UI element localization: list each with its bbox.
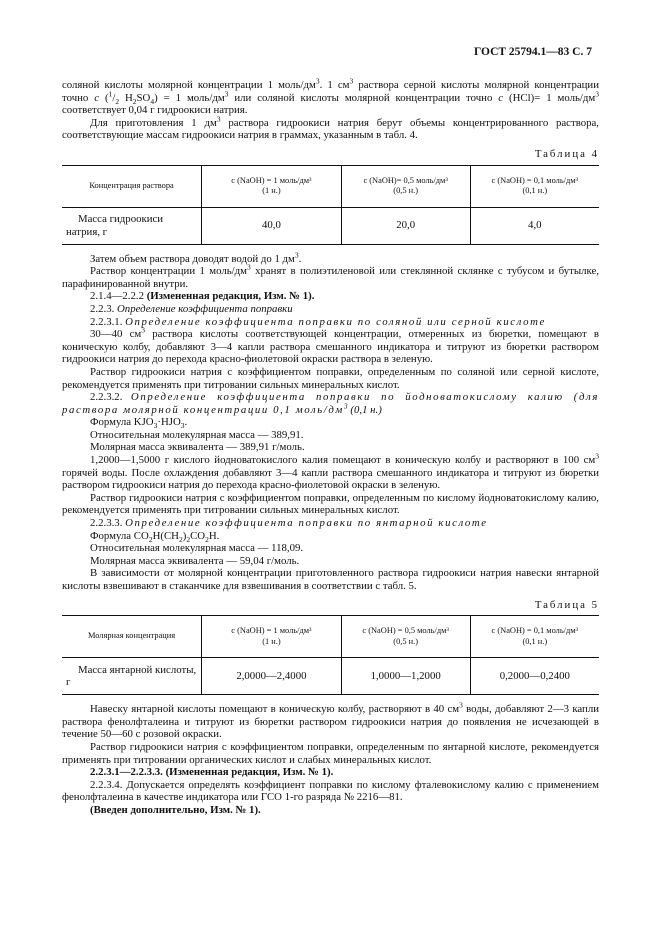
text: 2.2.3.1. [90, 315, 126, 328]
table-header-cell: Концентрация раствора [62, 165, 202, 207]
text: 2.2.3.2. [90, 391, 131, 404]
text: Навеску янтарной кислоты помещают в коническую колбу, растворяют в 40 см [90, 703, 460, 716]
table-header-cell: c (NaOH)= 0,5 моль/дм³ (0,5 н.) [341, 165, 470, 207]
superscript: 3 [141, 325, 145, 335]
revision-note: (Измененная редакция, Изм. № 1). [165, 766, 334, 779]
text: . 1 см [319, 79, 350, 91]
text: . [184, 416, 188, 429]
text: H [119, 91, 133, 104]
text: горячей воды. После охлаждения добавляют 3—4 капли раствора смешанного индикатора и титруют из бюретки раствором гидроокиси натрия до перехода красно-фиолетовой окраски в зеленую. [62, 466, 599, 492]
superscript: 3 [315, 76, 320, 86]
text: соответствует 0,04 г гидроокиси натрия. [62, 104, 248, 117]
equivalent-mass-1: Молярная масса эквивалента — 389,91 г/моль. [90, 441, 305, 454]
text: раствора серной кислоты молярной концентрации точно [62, 79, 599, 104]
symbol-c: c [498, 91, 504, 104]
section-2-2-3-3 [62, 517, 599, 530]
molecular-mass-2: Относительная молекулярная масса — 118,09. [90, 542, 304, 555]
fraction-numerator: 1 [108, 89, 113, 98]
text: соляной кислоты молярной концентрации 1 моль/дм [62, 79, 316, 91]
text: раствора кислоты соответствующей концентрации, отмеренных из бюретки, помещают в коническую колбу, добавляют 3—4 капли раствора смешанного индикатора и титруют из бюретки раствором гидроокиси натрия до перехода красно-фиолетовой окраски раствора в зеленую. [62, 328, 599, 366]
paragraph-revision [62, 290, 599, 303]
paragraph-revision-2 [62, 766, 599, 779]
fraction-denominator: 2 [115, 96, 120, 106]
text: 2.2.3.1—2.2.3.3. [90, 766, 166, 779]
table-cell: 1,0000—1,2000 [341, 658, 470, 695]
subscript: 2 [178, 534, 183, 544]
superscript: 3 [224, 89, 229, 98]
subscript: 3 [153, 421, 158, 431]
equivalent-mass-2: Молярная масса эквивалента — 59,04 г/моль. [90, 554, 300, 567]
subscript: 2 [132, 96, 137, 106]
table-row-label: Масса янтарной кислоты, г [62, 658, 202, 695]
document-body [62, 76, 600, 817]
table-header-cell: Молярная концентрация [62, 616, 202, 658]
paragraph-introduced: (Введен дополнительно, Изм. № 1). [90, 803, 261, 816]
superscript: 3 [595, 89, 599, 98]
section-title-tail: (0,1 н.) [347, 403, 382, 416]
text: раствора гидроокиси натрия берут объемы концентрированного раствора, соответствующие массам гидроокиси натрия в граммах, указанным в табл. 4. [62, 116, 600, 142]
paragraph-titration-acid [62, 325, 599, 366]
text: Для приготовления 1 дм [90, 116, 217, 129]
text: 2.2.3.3. [90, 517, 126, 530]
text: 30—40 см [90, 328, 142, 341]
text: (HCl)= 1 моль/дм [503, 91, 596, 104]
paragraph-titration-kio3 [62, 451, 599, 492]
subscript: 3 [180, 421, 185, 431]
superscript: 3 [349, 76, 354, 86]
subscript: 2 [148, 534, 153, 544]
table-4-caption: Таблица 4 [534, 147, 599, 160]
text: H. [208, 529, 220, 542]
section-2-2-3 [62, 303, 599, 316]
table-cell: 0,2000—0,2400 [470, 658, 599, 695]
superscript: 3 [459, 700, 463, 710]
text: Формула CO [90, 529, 149, 542]
table-header-cell: c (NaOH) = 0,5 моль/дм³ (0,5 н.) [341, 616, 470, 658]
table-row-label: Масса гидроокиси натрия, г [62, 207, 202, 244]
text: / [112, 91, 116, 104]
table-cell: 2,0000—2,4000 [202, 658, 342, 695]
superscript: 3 [294, 249, 299, 259]
subscript: 2 [205, 534, 209, 544]
table-header-cell: c (NaOH) = 1 моль/дм³ (1 н.) [202, 165, 342, 207]
table-header-cell: c (NaOH) = 0,1 моль/дм³ (0,1 н.) [470, 616, 599, 658]
paragraph-recommendation-2: Раствор гидроокиси натрия с коэффициентом поправки, определенным по кислому йодноватокислому калию, рекомендуется применять при титровании сильных минеральных кислот. [62, 491, 599, 517]
page-header: ГОСТ 25794.1—83 С. 7 [473, 46, 592, 58]
text: Формула KJO [90, 416, 154, 429]
section-2-2-3-2 [62, 391, 599, 416]
superscript: 3 [343, 401, 348, 411]
section-title: Определение коэффициента поправки по йодноватокислому калию (для раствора молярной концентрации 0,1 моль/дм [62, 391, 599, 416]
molecular-mass-1: Относительная молекулярная масса — 389,91. [90, 428, 304, 441]
section-title: Определение коэффициента поправки по янтарной кислоте [125, 517, 488, 530]
text: ( [104, 91, 109, 104]
symbol-c: c [94, 91, 100, 104]
table-cell: 20,0 [341, 207, 470, 244]
formula-kio3 [62, 416, 599, 429]
text: ) [182, 529, 187, 542]
paragraph-titration-succinic [62, 700, 599, 741]
text: 2.1.4—2.2.2 [90, 290, 147, 303]
paragraph-storage [62, 262, 599, 290]
text: Затем объем раствора доводят водой до 1 дм [90, 252, 295, 265]
superscript: 3 [595, 451, 599, 461]
text: = 1 моль/дм [157, 91, 225, 104]
table-header-cell: c (NaOH) = 1 моль/дм³ (1 н.) [202, 616, 342, 658]
section-title: Определение коэффициента поправки [117, 302, 293, 315]
text: . [298, 252, 302, 265]
text: хранят в полиэтиленовой или стеклянной склянке с тубусом и бутылке, парафинированной внутри. [62, 265, 599, 290]
text: H(CH [152, 529, 179, 542]
table-5 [62, 615, 599, 695]
paragraph-dilute [62, 249, 599, 266]
formula-succinic [62, 530, 599, 543]
text: CO [190, 529, 206, 542]
text: или соляной кислоты молярной концентрации точно [228, 91, 499, 104]
revision-note: (Измененная редакция, Изм. № 1). [146, 290, 315, 303]
paragraph-recommendation-3: Раствор гидроокиси натрия с коэффициентом поправки, определенным по янтарной кислоте, рекомендуется применять при титровании органических кислот и слабых минеральных кислот. [62, 740, 599, 766]
superscript: 3 [216, 114, 221, 124]
table-header-cell: c (NaOH) = 0,1 моль/дм³ (0,1 н.) [470, 165, 599, 207]
text: SO [136, 91, 151, 104]
table-cell: 40,0 [202, 207, 342, 244]
text: Раствор концентрации 1 моль/дм [90, 265, 247, 278]
paragraph-hcl-equivalence [62, 76, 599, 117]
text: воды, добавляют 2—3 капли раствора фенолфталеина и титруют из бюретки раствором гидроокиси натрия до появления не исчезающей в течение 50—60 с розовой окраски. [62, 703, 599, 741]
text: 2.2.3. [90, 302, 117, 315]
text: 1,2000—1,5000 г кислого йодноватокислого калия помещают в коническую колбу и растворяют в 100 см [90, 454, 596, 467]
table-4 [62, 165, 599, 245]
text: ) [154, 91, 158, 104]
section-2-2-3-4: 2.2.3.4. Допускается определять коэффициент поправки по кислому фталевокислому калию с применением фенолфталеина в качестве индикатора или ГСО 1-го разряда № 2216—81. [62, 778, 599, 804]
table-5-caption: Таблица 5 [534, 598, 599, 611]
paragraph-preparation [62, 114, 600, 142]
paragraph-weighing: В зависимости от молярной концентрации приготовленного раствора гидроокиси натрия навески янтарной кислоты взвешивают в стаканчике для взвешивания в соответствии с табл. 5. [62, 567, 599, 592]
paragraph-recommendation-1: Раствор гидроокиси натрия с коэффициентом поправки, определенным по соляной или серной кислоте, рекомендуется применять при титровании сильных минеральных кислот. [62, 365, 599, 391]
section-title: Определение коэффициента поправки по соляной или серной кислоте [125, 315, 546, 328]
superscript: 3 [246, 262, 251, 272]
subscript: 4 [150, 96, 155, 106]
text: ·HJO [157, 416, 181, 429]
table-cell: 4,0 [470, 207, 599, 244]
subscript: 2 [186, 534, 191, 544]
